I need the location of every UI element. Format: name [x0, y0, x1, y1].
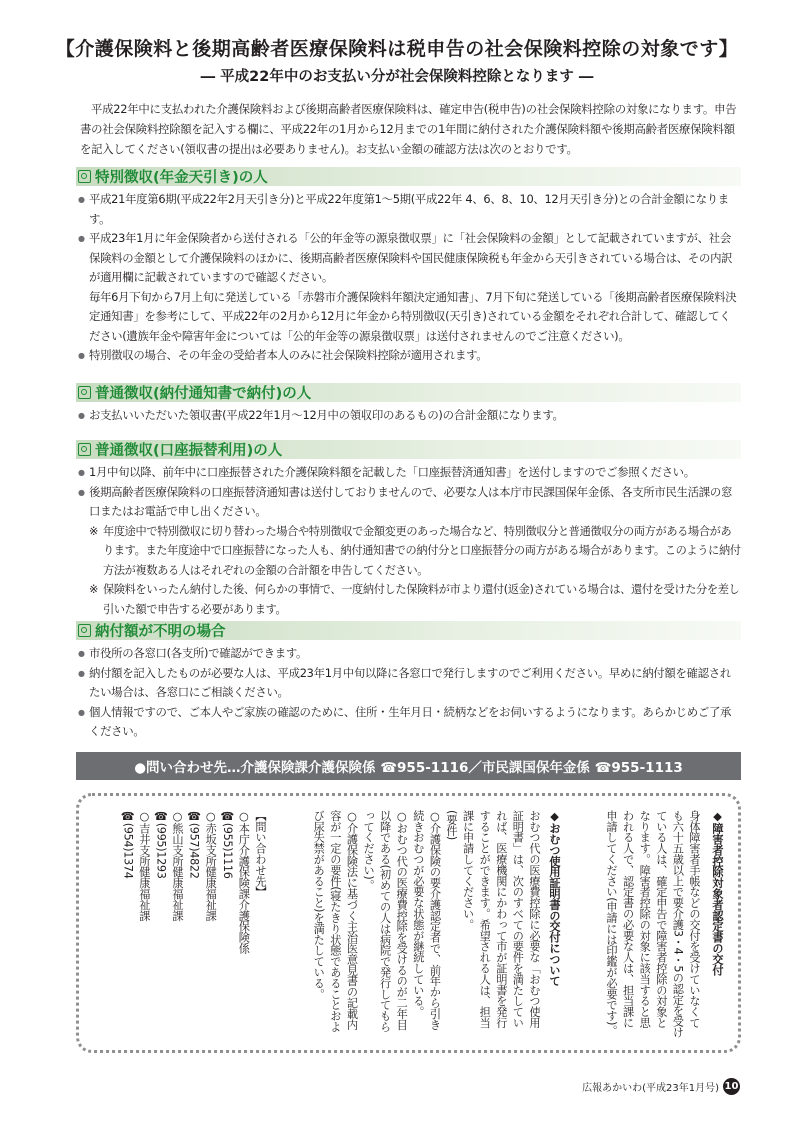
list-item: 毎年6月下旬から7月上旬に発送している「赤磐市介護保険料年額決定通知書」、7月下旬に発送している「後期高齢者医療保険料決定通知書」を参考にして、平成22年の2月から12月に年金から特別徴収(天引き)されている金額をそれぞれ合計して、確認してください(遺族年金や障害年金については「公的年金等の源泉徴収票」は送付されませんのでご注意ください)。 — [89, 289, 737, 343]
page-subtitle: ― 平成22年中のお支払い分が社会保険料控除となります ― — [200, 69, 594, 85]
section-marker-icon — [78, 170, 91, 183]
section-marker-icon — [78, 386, 91, 399]
section-special-collection — [76, 167, 741, 366]
section-unknown-amount — [76, 621, 741, 742]
box-contact-list: 【問い合わせ先】 ○本庁介護保険課介護保険係 ☎(955)1116 ○赤坂支所健康福祉課 ☎(957)4822 ○熊山支所健康福祉課 ☎(995)1293 ○吉井支所健康福祉課 ☎(954)1374 — [121, 810, 267, 954]
list-item: ● 個人情報ですので、ご本人やご家族の確認のために、住所・生年月日・続柄などをお伺いするようになります。あらかじめご了承ください。 — [76, 703, 741, 742]
list-item: ● 特別徴収の場合、その年金の受給者本人のみに社会保険料控除が適用されます。 — [76, 346, 741, 366]
intro-paragraph: 平成22年中に支払われた介護保険料および後期高齢者医療保険料は、確定申告(税申告)の社会保険料控除の対象になります。申告書の社会保険料控除額を記入する欄に、平成22年の1月から12月までの1年間に納付された介護保険料額や後期高齢者医療保険料額を記入してください(領収書の提出は必要ありません)。お支払い金額の確認方法は次のとおりです。 — [80, 102, 737, 156]
box-heading-diaper: ◆おむつ使用証明書の交付について — [548, 810, 561, 987]
page-footer — [582, 1078, 740, 1095]
list-item: ● 平成21年度第6期(平成22年2月天引き分)と平成22年度第1～5期(平成22年 4、6、8、10、12月天引き分)との合計金額になります。 — [76, 190, 741, 229]
list-item: ● 後期高齢者医療保険料の口座振替済通知書は送付しておりませんので、必要な人は本庁市民課国保年金係、各支所市民生活課の窓口またはお電話で申し出ください。 — [76, 483, 741, 522]
list-item: ● 1月中旬以降、前年中に口座振替された介護保険料額を記載した「口座振替済通知書」を送付しますのでご参照ください。 — [76, 463, 741, 483]
page-title: 【介護保険料と後期高齢者医療保険料は税申告の社会保険料控除の対象です】 — [55, 38, 739, 60]
contact-bar: ●問い合わせ先…介護保険課介護保険係 ☎955-1116／市民課国保年金係 ☎955-1113 — [76, 752, 741, 780]
section-marker-icon — [78, 624, 91, 637]
section-heading: 納付額が不明の場合 — [76, 621, 741, 640]
section-heading: 特別徴収(年金天引き)の人 — [76, 167, 741, 186]
list-item: ● 平成23年1月に年金保険者から送付される「公的年金等の源泉徴収票」に「社会保険料の金額」として記載されていますが、社会保険料の金額として介護保険料のほかに、後期高齢者医療保険料や国民健康保険税も年金から天引きされている場合は、その内訳が適用欄に記載されていますので確認ください。 — [76, 229, 741, 288]
note-item: ※ 年度途中で特別徴収に切り替わった場合や特別徴収で金額変更のあった場合など、特別徴収分と普通徴収分の両方がある場合があります。また年度途中で口座振替になった人も、納付通知書での納付分と口座振替分の両方がある場合があります。このように納付方法が複数ある人はそれぞれの金額の合計額を申告してください。 — [89, 524, 741, 577]
list-item: ● 市役所の各窓口(各支所)で確認ができます。 — [76, 644, 741, 664]
box-text-disability: 身体障害者手帳などの交付を受けていなくても六十五歳以上で要介護3・4・5の認定を受けている人は、確定申告で障害者控除の対象となります。障害者控除の対象に該当すると思われる人で、認定書の必要な人は、担当課に申請してください(申請には印鑑が必要です)。 — [605, 810, 701, 1038]
title-block — [0, 34, 794, 86]
box-heading-disability: ◆障害者控除対象者認定書の交付 — [711, 810, 724, 976]
list-item: ● 納付額を記入したものが必要な人は、平成23年1月中旬以降に各窓口で発行しますのでご利用ください。早めに納付額を確認されたい場合は、各窓口にご相談ください。 — [76, 664, 741, 703]
section-account-transfer — [76, 440, 741, 619]
box-text-diaper: おむつ代の医療費控除に必要な「おむつ使用証明書」は、次のすべての要件を満たしていれば、医療機関にかわって市が証明書を発行することができます。希望される人は、担当課に申請してください。 (要件) ○介護保険の要介護認定者で、前年から引き続きおむつが必要な状態が継続している。 ○おむつ代の医療費控除を受けるのが二年目以降である(初めての人は病院で発行してもらってください)。 ○介護保険法に基づく主治医意見書の記載内容が一定の要件(寝たきり状態であることおよび尿失禁があること)を満たしている。 — [312, 810, 541, 1033]
section-heading: 普通徴収(納付通知書で納付)の人 — [76, 383, 741, 402]
section-marker-icon — [78, 443, 91, 456]
section-normal-collection-notice — [76, 383, 741, 426]
section-heading: 普通徴収(口座振替利用)の人 — [76, 440, 741, 459]
page-number: 10 — [723, 1078, 740, 1095]
note-item: ※ 保険料をいったん納付した後、何らかの事情で、一度納付した保険料が市より還付(返金)されている場合は、還付を受けた分を差し引いた額で申告する必要があります。 — [89, 583, 740, 616]
list-item: ● お支払いいただいた領収書(平成22年1月～12月中の領収印のあるもの)の合計金額になります。 — [76, 406, 741, 426]
footer-publication: 広報あかいわ(平成23年1月号) — [582, 1083, 719, 1094]
